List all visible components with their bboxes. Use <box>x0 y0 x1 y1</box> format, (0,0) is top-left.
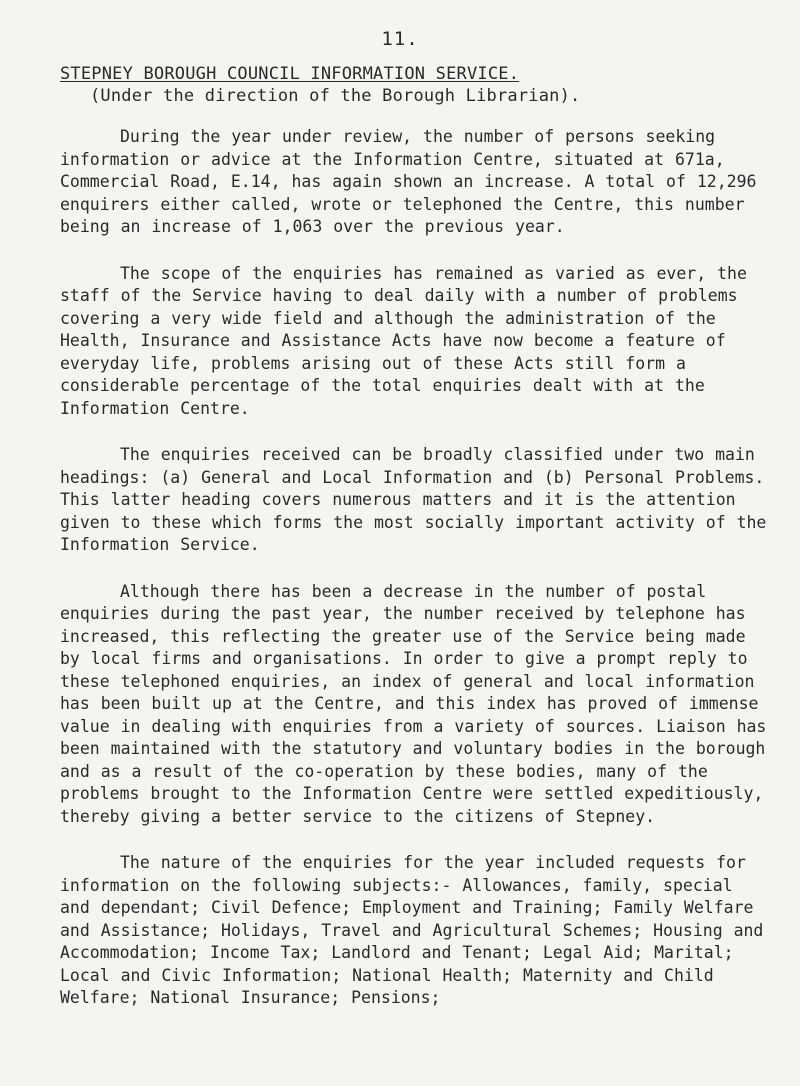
document-body <box>60 126 770 1034</box>
paragraph-information-centre: During the year under review, the number of persons seeking information or advice at the Information Centre, situated at 671a, Commercial Road, E.14, has again shown an increase. A total of 12,296 enquirers either called, wrote or telephoned the Centre, this number being an increase of 1,063 over the previous year. <box>60 127 757 236</box>
document-title: STEPNEY BOROUGH COUNCIL INFORMATION SERVICE. <box>60 64 520 84</box>
document-subtitle: (Under the direction of the Borough Librarian). <box>90 86 581 106</box>
paragraph-scope-of-enquiries: The scope of the enquiries has remained as varied as ever, the staff of the Service having to deal daily with a number of problems covering a very wide field and although the administration of the Health, Insurance and Assistance Acts have now become a feature of everyday life, problems arising out of these Acts still form a considerable percentage of the total enquiries dealt with at the Information Centre. <box>60 263 747 418</box>
page-number: 11. <box>381 28 419 50</box>
paragraph-postal-telephone: Although there has been a decrease in the number of postal enquiries during the past year, the number received by telephone has increased, this reflecting the greater use of the Service being made by local firms and organisations. In order to give a prompt reply to these telephoned enquiries, an index of general and local information has been built up at the Centre, and this index has proved of immense value in dealing with enquiries from a variety of sources. Liaison has been maintained with the statutory and voluntary bodies in the borough and as a result of the co-operation by these bodies, many of the problems brought to the Information Centre were settled expeditiously, thereby giving a better service to the citizens of Stepney. <box>60 581 767 826</box>
paragraph-nature-of-enquiries: The nature of the enquiries for the year included requests for information on the following subjects:- Allowances, family, special and dependant; Civil Defence; Employment and Training; Family Welfare and Assistance; Holidays, Travel and Agricultural Schemes; Housing and Accommodation; Income Tax; Landlord and Tenant; Legal Aid; Marital; Local and Civic Information; National Health; Maternity and Child Welfare; National Insurance; Pensions; <box>60 853 764 1007</box>
paragraph-classification: The enquiries received can be broadly classified under two main headings: (a) General and Local Information and (b) Personal Problems. This latter heading covers numerous matters and it is the attention given to these which forms the most socially important activity of the Information Service. <box>60 445 767 554</box>
